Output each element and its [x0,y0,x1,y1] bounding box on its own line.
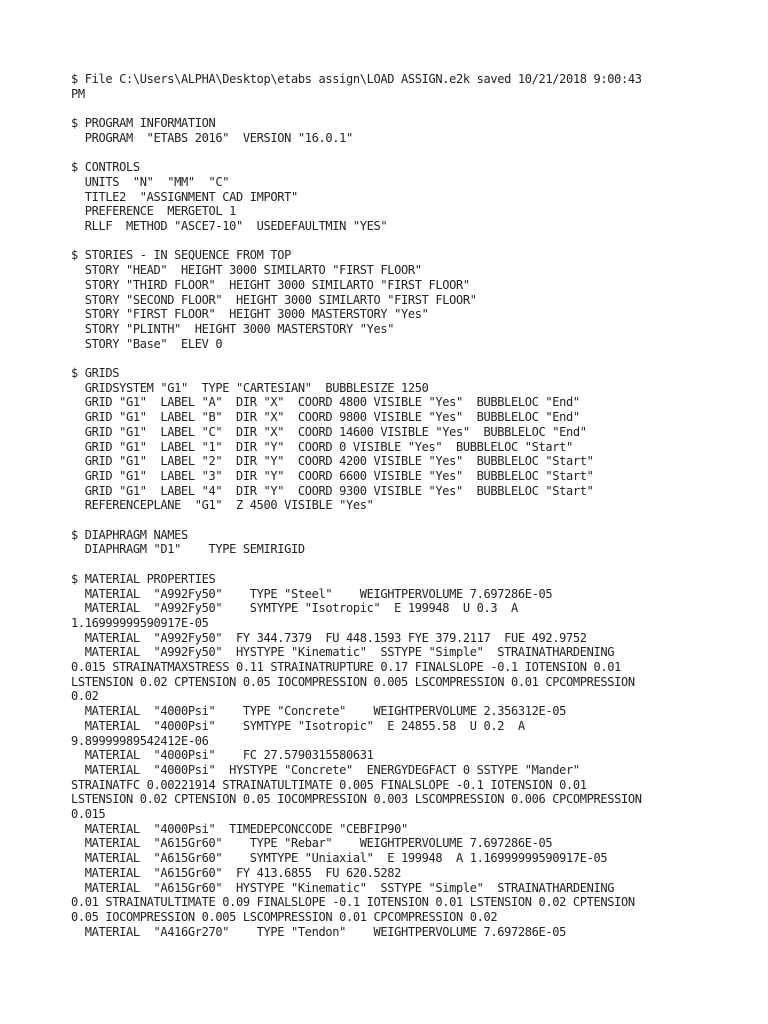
section-header: $ PROGRAM INFORMATION [71,116,216,131]
text-line: MATERIAL "A992Fy50" TYPE "Steel" WEIGHTPERVOLUME 7.697286E-05 [71,586,553,601]
text-line: 0.02 [71,689,99,704]
text-line: 0.05 IOCOMPRESSION 0.005 LSCOMPRESSION 0.01 CPCOMPRESSION 0.02 [71,909,498,924]
text-line: MATERIAL "4000Psi" HYSTYPE "Concrete" ENERGYDEGFACT 0 SSTYPE "Mander" [71,762,580,777]
text-line: GRIDSYSTEM "G1" TYPE "CARTESIAN" BUBBLESIZE 1250 [71,380,429,395]
text-line: GRID "G1" LABEL "C" DIR "X" COORD 14600 VISIBLE "Yes" BUBBLELOC "End" [71,424,587,439]
text-line: GRID "G1" LABEL "2" DIR "Y" COORD 4200 VISIBLE "Yes" BUBBLELOC "Start" [71,454,594,469]
text-line: 1.16999999590917E-05 [71,615,209,630]
text-line: RLLF METHOD "ASCE7-10" USEDEFAULTMIN "YES" [71,219,388,233]
text-line: MATERIAL "A992Fy50" SYMTYPE "Isotropic" E 199948 U 0.3 A [71,601,518,616]
text-line: DIAPHRAGM "D1" TYPE SEMIRIGID [71,542,305,557]
blank-line [71,351,703,366]
text-line: LSTENSION 0.02 CPTENSION 0.05 IOCOMPRESSION 0.003 LSCOMPRESSION 0.006 CPCOMPRESSION [71,792,642,807]
text-line: GRID "G1" LABEL "3" DIR "Y" COORD 6600 VISIBLE "Yes" BUBBLELOC "Start" [71,468,594,483]
blank-line [71,557,703,572]
blank-line [71,513,703,528]
text-line: 0.015 [71,807,106,822]
text-line: TITLE2 "ASSIGNMENT CAD IMPORT" [71,189,298,204]
text-line: 0.015 STRAINATMAXSTRESS 0.11 STRAINATRUPTURE 0.17 FINALSLOPE -0.1 IOTENSION 0.01 [71,660,621,675]
section-header: $ MATERIAL PROPERTIES [71,571,216,586]
text-line: MATERIAL "A992Fy50" HYSTYPE "Kinematic" SSTYPE "Simple" STRAINATHARDENING [71,645,615,660]
text-line: GRID "G1" LABEL "4" DIR "Y" COORD 9300 VISIBLE "Yes" BUBBLELOC "Start" [71,483,594,498]
blank-line [71,101,703,116]
text-line: MATERIAL "A416Gr270" TYPE "Tendon" WEIGHTPERVOLUME 7.697286E-05 [71,924,566,939]
blank-line [71,234,703,249]
text-line: STORY "THIRD FLOOR" HEIGHT 3000 SIMILARTO "FIRST FLOOR" [71,277,470,292]
text-line: STORY "PLINTH" HEIGHT 3000 MASTERSTORY "Yes" [71,321,395,336]
text-line: LSTENSION 0.02 CPTENSION 0.05 IOCOMPRESSION 0.005 LSCOMPRESSION 0.01 CPCOMPRESSION [71,674,635,689]
text-line: GRID "G1" LABEL "1" DIR "Y" COORD 0 VISIBLE "Yes" BUBBLELOC "Start" [71,439,573,454]
text-line: 0.01 STRAINATULTIMATE 0.09 FINALSLOPE -0.1 IOTENSION 0.01 LSTENSION 0.02 CPTENSION [71,895,635,910]
text-line: REFERENCEPLANE "G1" Z 4500 VISIBLE "Yes" [71,498,374,513]
section-header: $ File C:\Users\ALPHA\Desktop\etabs assign\LOAD ASSIGN.e2k saved 10/21/2018 9:00:43 [71,72,642,86]
text-line: PROGRAM "ETABS 2016" VERSION "16.0.1" [71,130,353,145]
text-line: UNITS "N" "MM" "C" [71,174,230,189]
text-line: PM [71,86,85,101]
text-line: 9.89999989542412E-06 [71,733,209,748]
text-line: MATERIAL "4000Psi" FC 27.5790315580631 [71,748,374,763]
text-line: PREFERENCE MERGETOL 1 [71,204,236,219]
section-header: $ GRIDS [71,366,120,380]
text-line: STORY "SECOND FLOOR" HEIGHT 3000 SIMILARTO "FIRST FLOOR" [71,292,477,307]
text-line: STORY "FIRST FLOOR" HEIGHT 3000 MASTERSTORY "Yes" [71,307,429,322]
text-line: MATERIAL "A615Gr60" SYMTYPE "Uniaxial" E 199948 A 1.16999999590917E-05 [71,851,608,866]
text-line: MATERIAL "4000Psi" TYPE "Concrete" WEIGHTPERVOLUME 2.356312E-05 [71,704,566,719]
blank-line [71,146,703,161]
e2k-document [71,72,703,939]
text-line: GRID "G1" LABEL "A" DIR "X" COORD 4800 VISIBLE "Yes" BUBBLELOC "End" [71,395,580,410]
text-line: MATERIAL "4000Psi" SYMTYPE "Isotropic" E 24855.58 U 0.2 A [71,718,525,733]
section-header: $ STORIES - IN SEQUENCE FROM TOP [71,248,291,263]
text-line: STRAINATFC 0.00221914 STRAINATULTIMATE 0.005 FINALSLOPE -0.1 IOTENSION 0.01 [71,777,587,792]
text-line: MATERIAL "A992Fy50" FY 344.7379 FU 448.1593 FYE 379.2117 FUE 492.9752 [71,630,587,645]
text-line: MATERIAL "A615Gr60" TYPE "Rebar" WEIGHTPERVOLUME 7.697286E-05 [71,836,553,851]
section-header: $ DIAPHRAGM NAMES [71,527,188,542]
text-line: STORY "HEAD" HEIGHT 3000 SIMILARTO "FIRST FLOOR" [71,263,422,278]
text-line: MATERIAL "A615Gr60" HYSTYPE "Kinematic" SSTYPE "Simple" STRAINATHARDENING [71,880,615,895]
text-line: MATERIAL "A615Gr60" FY 413.6855 FU 620.5282 [71,865,401,880]
section-header: $ CONTROLS [71,160,140,175]
text-line: MATERIAL "4000Psi" TIMEDEPCONCCODE "CEBFIP90" [71,821,408,836]
text-line: STORY "Base" ELEV 0 [71,336,223,351]
text-line: GRID "G1" LABEL "B" DIR "X" COORD 9800 VISIBLE "Yes" BUBBLELOC "End" [71,410,580,425]
